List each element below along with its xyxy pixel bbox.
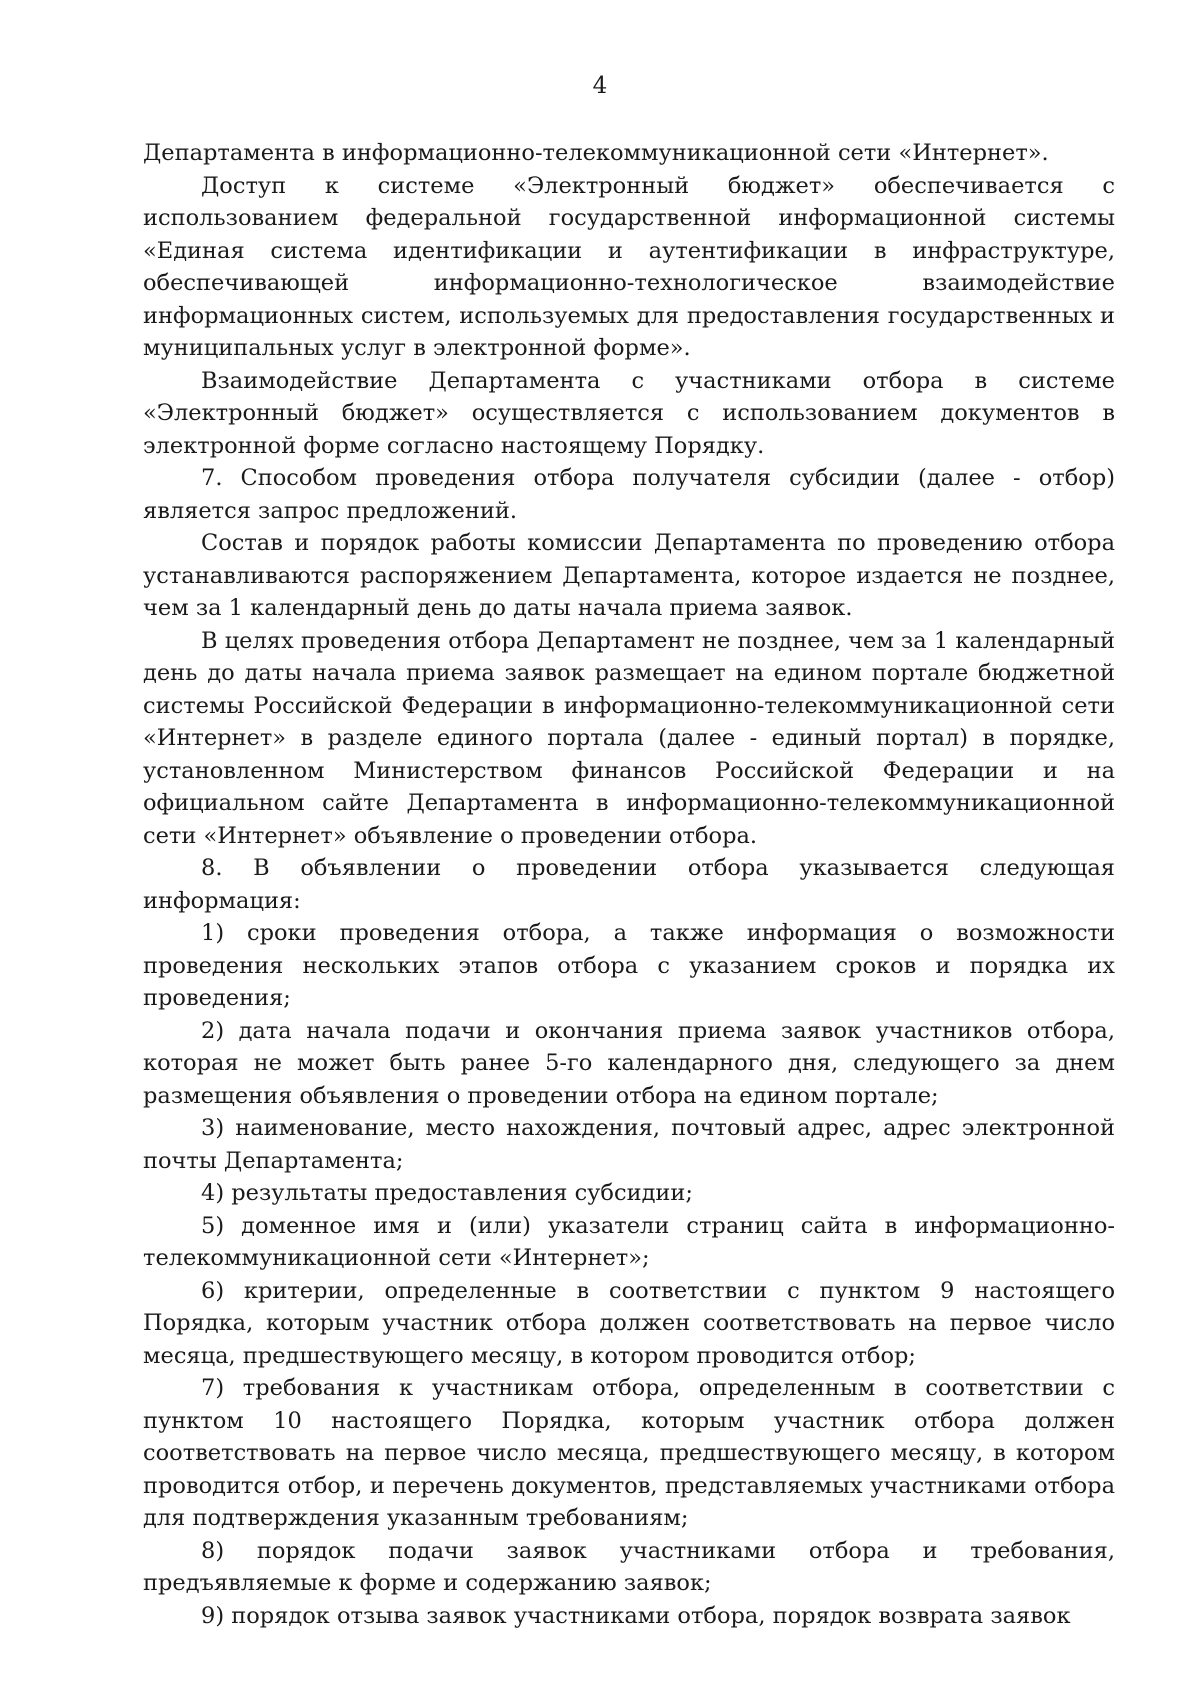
list-item-3: 3) наименование, место нахождения, почтовый адрес, адрес электронной почты Департамента; xyxy=(143,1115,1115,1174)
paragraph-continuation: Департамента в информационно-телекоммуникационной сети «Интернет». xyxy=(143,140,1049,166)
paragraph-interaction: Взаимодействие Департамента с участниками отбора в системе «Электронный бюджет» осуществляется с использованием документов в электронной форме согласно настоящему Порядку. xyxy=(143,367,1115,459)
list-item-5: 5) доменное имя и (или) указатели страниц сайта в информационно-телекоммуникационной сети «Интернет»; xyxy=(143,1212,1115,1271)
paragraph-access-electronic-budget: Доступ к системе «Электронный бюджет» обеспечивается с использованием федеральной государственной информационной системы «Единая система идентификации и аутентификации в инфраструктуре, обеспечивающей информационно-технологическое взаимодействие информационных систем, используемых для предоставления государственных и муниципальных услуг в электронной форме». xyxy=(143,172,1115,361)
list-item-7: 7) требования к участникам отбора, определенным в соответствии с пунктом 10 настоящего Порядка, которым участник отбора должен соответствовать на первое число месяца, предшествующего месяцу, в котором проводится отбор, и перечень документов, представляемых участниками отбора для подтверждения указанным требованиям; xyxy=(143,1375,1115,1531)
list-item-8: 8) порядок подачи заявок участниками отбора и требования, предъявляемые к форме и содержанию заявок; xyxy=(143,1537,1115,1596)
list-item-6: 6) критерии, определенные в соответствии с пунктом 9 настоящего Порядка, которым участник отбора должен соответствовать на первое число месяца, предшествующего месяцу, в котором проводится отбор; xyxy=(143,1277,1115,1369)
paragraph-announcement-placement: В целях проведения отбора Департамент не позднее, чем за 1 календарный день до даты начала приема заявок размещает на едином портале бюджетной системы Российской Федерации в информационно-телекоммуникационной сети «Интернет» в разделе единого портала (далее - единый портал) в порядке, установленном Министерством финансов Российской Федерации и на официальном сайте Департамента в информационно-телекоммуникационной сети «Интернет» объявление о проведении отбора. xyxy=(143,627,1115,849)
paragraph-item-8: 8. В объявлении о проведении отбора указывается следующая информация: xyxy=(143,855,1115,914)
document-body xyxy=(143,137,1115,1632)
list-item-1: 1) сроки проведения отбора, а также информация о возможности проведения нескольких этапов отбора с указанием сроков и порядка их проведения; xyxy=(143,920,1115,1011)
page-number: 4 xyxy=(592,73,608,99)
paragraph-item-7: 7. Способом проведения отбора получателя субсидии (далее - отбор) является запрос предложений. xyxy=(143,465,1115,524)
paragraph-commission: Состав и порядок работы комиссии Департамента по проведению отбора устанавливаются распоряжением Департамента, которое издается не позднее, чем за 1 календарный день до даты начала приема заявок. xyxy=(143,530,1115,621)
list-item-9: 9) порядок отзыва заявок участниками отбора, порядок возврата заявок xyxy=(201,1602,1071,1629)
list-item-2: 2) дата начала подачи и окончания приема заявок участников отбора, которая не может быть ранее 5-го календарного дня, следующего за днем размещения объявления о проведении отбора на едином портале; xyxy=(143,1017,1115,1109)
list-item-4: 4) результаты предоставления субсидии; xyxy=(201,1180,693,1206)
